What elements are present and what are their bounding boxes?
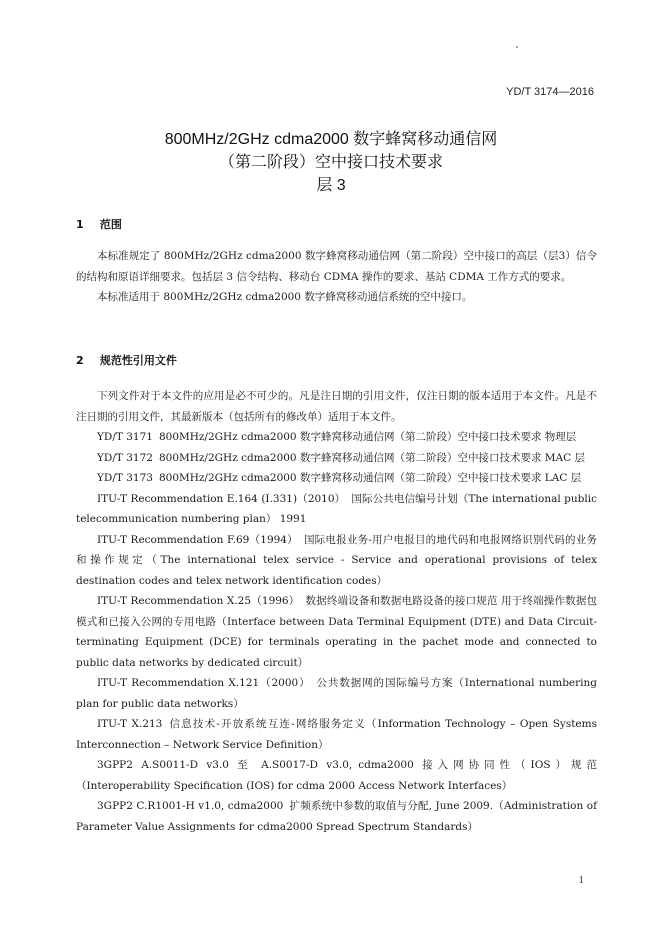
- standard-number: YD/T 3174—2016: [506, 86, 594, 98]
- scope-paragraph: 本标准规定了 800MHz/2GHz cdma2000 数字蜂窝移动通信网（第二阶段）空中接口的高层（层3）信令的结构和原语详细要求。包括层 3 信令结构、移动台 CDMA 操作的要求、基站 CDMA 工作方式的要求。: [76, 250, 597, 283]
- reference-title: 扩频系统中参数的取值与分配, June 2009.（Administration of Parameter Value Assignments for cdma2000 Spread Spectrum Standards）: [76, 800, 598, 833]
- section-1-body: [76, 246, 597, 308]
- reference-item: [76, 530, 597, 592]
- reference-title: 800MHz/2GHz cdma2000 数字蜂窝移动通信网（第二阶段）空中接口技术要求 MAC 层: [158, 451, 585, 464]
- reference-title: 国际公共电信编号计划（The international public telecommunication numbering plan） 1991: [76, 492, 597, 525]
- reference-title: cdma2000 接入网协同性（IOS）规范（Interoperability Specification (IOS) for cdma 2000 Access Network Interfaces）: [76, 759, 597, 792]
- reference-code: ITU-T Recommendation E.164 (I.331)（2010）: [97, 492, 346, 505]
- reference-item: [76, 489, 597, 530]
- reference-code: YD/T 3171: [97, 431, 153, 443]
- reference-code: 3GPP2 A.S0011-D v3.0 至 A.S0017-D v3.0,: [97, 759, 353, 771]
- reference-code: ITU-T Recommendation X.121（2000）: [97, 677, 311, 689]
- scan-speck: [516, 46, 518, 48]
- document-title: [0, 128, 662, 197]
- applicability-paragraph: 本标准适用于 800MHz/2GHz cdma2000 数字蜂窝移动通信系统的空中接口。: [97, 291, 473, 303]
- references-intro: 下列文件对于本文件的应用是必不可少的。凡是注日期的引用文件，仅注日期的版本适用于本文件。凡是不注日期的引用文件，其最新版本（包括所有的修改单）适用于本文件。: [76, 390, 597, 423]
- reference-item: [76, 714, 597, 755]
- section-1-number: 1: [76, 218, 84, 231]
- reference-code: YD/T 3173: [97, 472, 153, 484]
- title-line-2: （第二阶段）空中接口技术要求: [218, 154, 443, 171]
- reference-title: 信息技术-开放系统互连-网络服务定义（Information Technology – Open Systems Interconnection – Network Service Definition）: [76, 718, 597, 751]
- section-2-title: 规范性引用文件: [99, 354, 177, 367]
- reference-code: ITU-T Recommendation X.25（1996）: [97, 595, 300, 607]
- page-number: 1: [578, 874, 584, 886]
- reference-code: 3GPP2 C.R1001-H v1.0, cdma2000: [97, 800, 284, 812]
- section-2-heading: [76, 352, 177, 368]
- normative-references: [76, 386, 597, 837]
- reference-item: [76, 427, 597, 448]
- section-1-heading: [76, 216, 122, 232]
- reference-code: ITU-T Recommendation F.69（1994）: [97, 533, 298, 546]
- reference-code: ITU-T X.213: [97, 718, 163, 730]
- section-2-number: 2: [76, 354, 84, 367]
- title-line-3: 层 3: [316, 177, 346, 194]
- reference-item: [76, 468, 597, 489]
- reference-code: YD/T 3172: [97, 451, 153, 464]
- title-line-1: 800MHz/2GHz cdma2000 数字蜂窝移动通信网: [164, 131, 498, 148]
- reference-item: [76, 796, 597, 837]
- reference-item: [76, 448, 597, 469]
- reference-item: [76, 673, 597, 714]
- section-1-title: 范围: [99, 218, 122, 231]
- reference-title: 800MHz/2GHz cdma2000 数字蜂窝移动通信网（第二阶段）空中接口技术要求 物理层: [158, 431, 577, 443]
- reference-item: [76, 591, 597, 673]
- reference-title: 数据终端设备和数据电路设备的接口规范 用于终端操作数据包模式和已接入公网的专用电路（Interface between Data Terminal Equipment (DTE) and Data Circuit-terminating Equipment (DCE) for terminals operating in the pachet mode and connected to public data networks by dedicated circuit）: [76, 595, 597, 669]
- reference-title: 公共数据网的国际编号方案（International numbering plan for public data networks）: [76, 677, 597, 710]
- reference-title: 国际电报业务-用户电报目的地代码和电报网络识别代码的业务和操作规定（The international telex service - Service and operational provisions of telex destination codes and telex network identification codes）: [76, 533, 598, 587]
- reference-item: [76, 755, 597, 796]
- reference-title: 800MHz/2GHz cdma2000 数字蜂窝移动通信网（第二阶段）空中接口技术要求 LAC 层: [158, 472, 582, 484]
